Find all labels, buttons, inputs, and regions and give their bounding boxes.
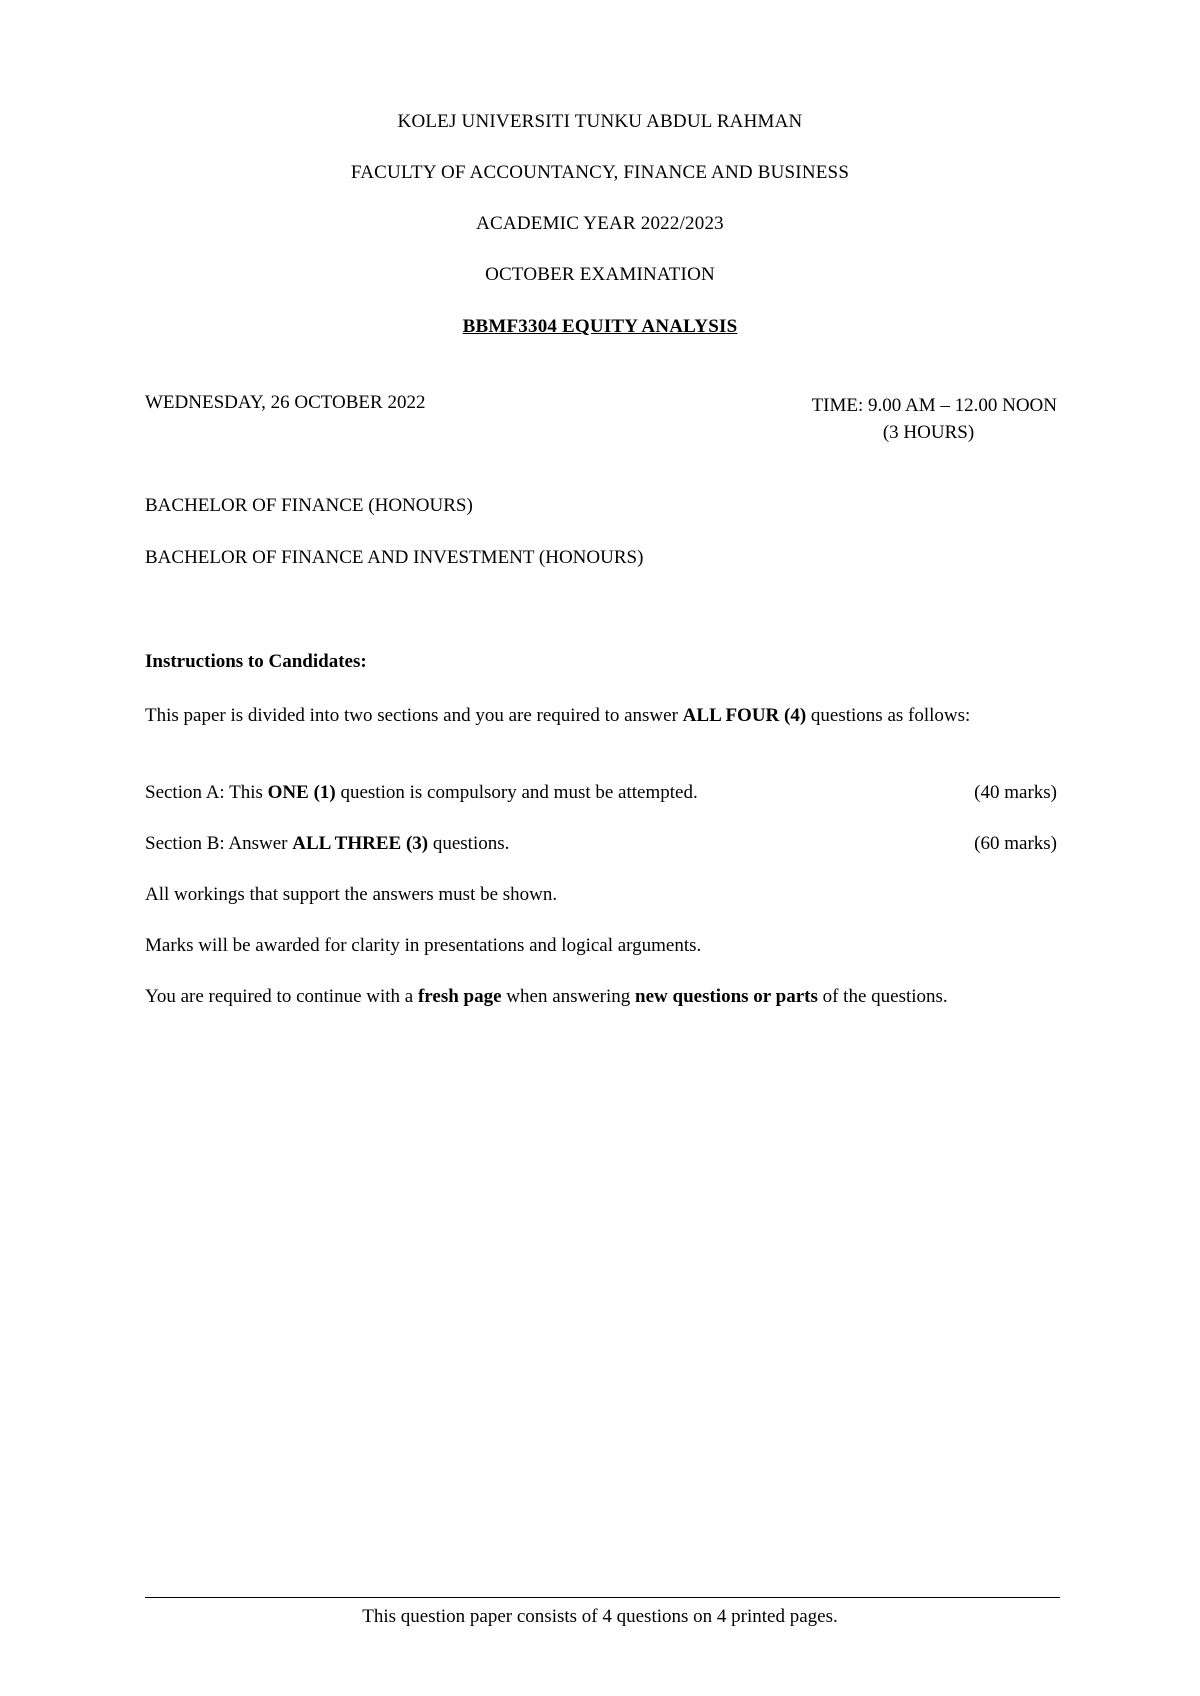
clarity-instruction: Marks will be awarded for clarity in presentations and logical arguments.: [145, 935, 702, 956]
exam-time: TIME: 9.00 AM – 12.00 NOON: [811, 395, 1057, 416]
section-b-text-bold: ALL THREE (3): [292, 833, 429, 854]
section-a-marks: (40 marks): [974, 782, 1057, 803]
fresh-page-bold-1: fresh page: [417, 986, 502, 1007]
exam-date: WEDNESDAY, 26 OCTOBER 2022: [145, 392, 426, 413]
course-title: [0, 316, 1200, 338]
section-b-text-before: Section B: Answer: [145, 833, 293, 854]
fresh-page-text-3: of the questions.: [817, 986, 948, 1007]
instructions-heading: Instructions to Candidates:: [145, 651, 367, 672]
exam-time-block: [760, 392, 1057, 446]
footer-page-count: This question paper consists of 4 questions on 4 printed pages.: [362, 1606, 838, 1627]
intro-text-bold: ALL FOUR (4): [682, 705, 807, 726]
footer-divider: [145, 1597, 1060, 1598]
section-a-text-bold: ONE (1): [267, 782, 336, 803]
programme-1: BACHELOR OF FINANCE (HONOURS): [145, 495, 473, 516]
university-name: KOLEJ UNIVERSITI TUNKU ABDUL RAHMAN: [397, 111, 803, 132]
workings-instruction: All workings that support the answers must be shown.: [145, 884, 558, 905]
instructions-intro: [145, 702, 1057, 729]
section-a-line: [145, 779, 1057, 806]
section-b-marks: (60 marks): [974, 833, 1057, 854]
fresh-page-text-1: You are required to continue with a: [145, 986, 418, 1007]
faculty-name: FACULTY OF ACCOUNTANCY, FINANCE AND BUSINESS: [350, 162, 850, 183]
intro-text-after: questions as follows:: [806, 705, 971, 726]
section-a-text-after: question is compulsory and must be attempted.: [335, 782, 698, 803]
fresh-page-bold-2: new questions or parts: [635, 986, 818, 1007]
section-b-line: [145, 830, 1057, 857]
course-title-text: BBMF3304 EQUITY ANALYSIS: [462, 316, 738, 337]
intro-text-before: This paper is divided into two sections and you are required to answer: [145, 705, 683, 726]
fresh-page-instruction: [145, 983, 1057, 1010]
exam-duration: (3 HOURS): [882, 422, 975, 443]
fresh-page-text-2: when answering: [501, 986, 636, 1007]
academic-year: ACADEMIC YEAR 2022/2023: [476, 213, 724, 234]
examination-name: OCTOBER EXAMINATION: [485, 264, 715, 285]
section-a-text-before: Section A: This: [145, 782, 268, 803]
programme-2: BACHELOR OF FINANCE AND INVESTMENT (HONOURS): [145, 547, 644, 568]
section-b-text-after: questions.: [428, 833, 510, 854]
